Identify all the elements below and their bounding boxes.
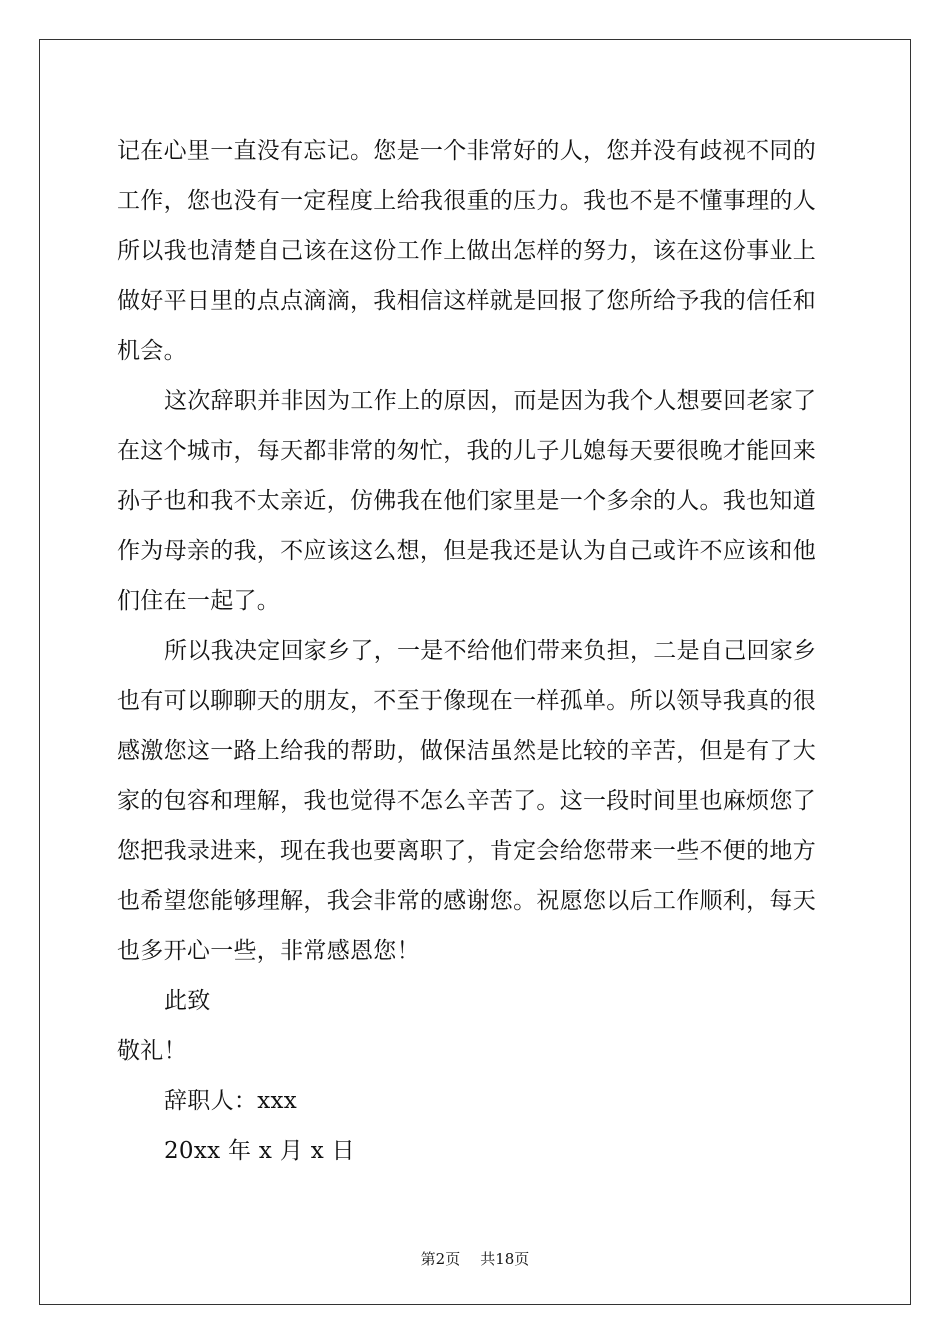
text-line: 也希望您能够理解，我会非常的感谢您。祝愿您以后工作顺利，每天 [117, 888, 816, 914]
date-line: 20xx 年 x 月 x 日 [164, 1138, 355, 1164]
text-line: 做好平日里的点点滴滴，我相信这样就是回报了您所给予我的信任和 [117, 288, 816, 314]
text-line: 所以我也清楚自己该在这份工作上做出怎样的努力，该在这份事业上 [117, 238, 816, 264]
page-number: 第2页 [420, 1250, 461, 1268]
text-line: 孙子也和我不太亲近，仿佛我在他们家里是一个多余的人。我也知道 [117, 488, 816, 514]
text-line: 作为母亲的我，不应该这么想，但是我还是认为自己或许不应该和他 [117, 538, 816, 564]
text-line: 记在心里一直没有忘记。您是一个非常好的人，您并没有歧视不同的 [117, 138, 816, 164]
text-line: 们住在一起了。 [117, 588, 281, 614]
text-line: 工作，您也没有一定程度上给我很重的压力。我也不是不懂事理的人 [117, 188, 816, 214]
letter-body [117, 126, 833, 1176]
page-footer [0, 1248, 950, 1269]
text-line: 您把我录进来，现在我也要离职了，肯定会给您带来一些不便的地方 [117, 838, 816, 864]
page-total: 共18页 [480, 1250, 530, 1268]
closing-salutation: 此致 [164, 988, 211, 1014]
text-line: 这次辞职并非因为工作上的原因，而是因为我个人想要回老家了 [164, 388, 817, 414]
text-line: 也有可以聊聊天的朋友，不至于像现在一样孤单。所以领导我真的很 [117, 688, 816, 714]
text-line: 所以我决定回家乡了，一是不给他们带来负担，二是自己回家乡 [164, 638, 817, 664]
text-line: 家的包容和理解，我也觉得不怎么辛苦了。这一段时间里也麻烦您了 [117, 788, 816, 814]
text-line: 在这个城市，每天都非常的匆忙，我的儿子儿媳每天要很晚才能回来 [117, 438, 816, 464]
signature-line: 辞职人：xxx [164, 1088, 298, 1114]
text-line: 也多开心一些，非常感恩您！ [117, 938, 420, 964]
closing-regards: 敬礼！ [117, 1038, 187, 1064]
text-line: 感激您这一路上给我的帮助，做保洁虽然是比较的辛苦，但是有了大 [117, 738, 816, 764]
text-line: 机会。 [117, 338, 187, 364]
